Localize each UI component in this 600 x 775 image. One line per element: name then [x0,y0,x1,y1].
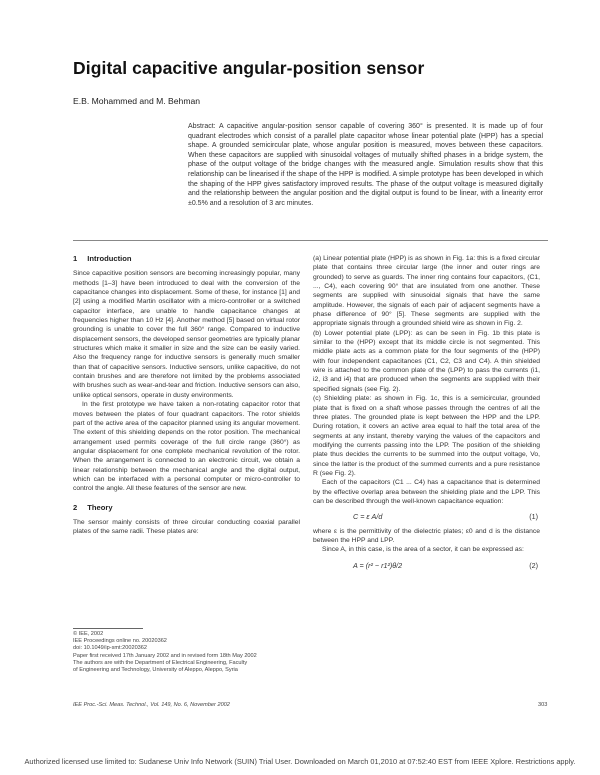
footnote-line: © IEE, 2002 [73,631,104,637]
equation-1 [313,512,540,521]
footnote-line: Paper first received 17th January 2002 and in revised form 18th May 2002 [73,652,257,659]
intro-paragraph: Since capacitive position sensors are becoming increasingly popular, many methods [1–3] have been introduced to deal with the conversion of the capacitance changes into displacement. Some of these, for instance [1] and [2] using a modified Martin oscillator with a micro-controller or a switched capacitor interface, are unable to handle capacitance changes at frequencies higher than 10 Hz [4]. Another method [5] based on virtual rotor grounding is unable to cover the full 360° range. Compared to inductive displacement sensors, the developed sensor geometries are typically planar structures which make it smaller in size and the size can be easily varied. Also the frequency range for inductive sensors is generally much smaller than that of capacitive sensors. Inductive sensors, unlike capacitive, do not contain brushes and are therefore not limited by the problems associated with brushes such as wear-and-tear and friction. Inductive sensors can also, unlike optical sensors, operate in dusty environments. [73,270,300,399]
paper-title: Digital capacitive angular-position sensor [73,58,425,78]
equation-2 [313,561,540,570]
body-paragraph: Since A, in this case, is the area of a sector, it can be expressed as: [322,546,524,554]
author-list: E.B. Mohammed and M. Behman [73,96,201,106]
plate-description-item: (a) Linear potential plate (HPP) is as shown in Fig. 1a: this is a fixed circular plate that contains three circular large (the inner and outer rings are grounded) to serve as guards. The inner ring contains four capacitors, (C1, ..., C4), each covering 90° that are insulated from one another. These segments are supplied with sinusoidal signals that have the same amplitude. However, the signals of each pair of adjacent segments have a phase difference of 90° [5]. These segments are supplied with the appropriate signals through a grounded shield wire as shown in Fig. 2. [313,255,540,328]
footnote-line: The authors are with the Department of Electrical Engineering, Faculty [73,659,248,666]
footnotes [73,631,300,674]
section-heading-theory [73,503,300,512]
section-number: 1 [73,254,78,263]
right-column [313,254,540,575]
journal-footer: IEE Proc.-Sci. Meas. Technol., Vol. 149, No. 6, November 2002 [73,702,230,708]
page-number: 303 [538,702,548,708]
left-column [73,254,300,537]
section-heading-introduction [73,254,300,263]
equation-number: (1) [529,512,538,522]
body-paragraph: where ε is the permittivity of the dielectric plates; ε0 and d is the distance between the HPP and LPP. [313,527,540,544]
equation-expression: C = ε A/d [353,512,383,522]
body-paragraph: Each of the capacitors (C1 ... C4) has a capacitance that is determined by the effective overlap area between the shielding plate and the LPP. This can be described through the well-known capacitance equation: [313,479,540,505]
equation-expression: A = (r² − r1²)θ/2 [353,560,403,570]
footnote-line: IEE Proceedings online no. 20020362 [73,638,167,645]
header-divider [73,240,548,241]
section-number: 2 [73,502,78,512]
plate-description-item: (c) Shielding plate: as shown in Fig. 1c, this is a semicircular, grounded plate that is fixed on a shaft whose passes through the centres of all the three plates. The grounded plate is kept between the HPP and the LPP. During rotation, it covers an active area equal to half the total area of the segments at any instant, thereby varying the values of the capacitors and modifying the currents passing into the LPP. The position of the shielding plate thus decides the currents to be summed into the output voltage, Vo, since the latter is the product of the summed currents and a pure resistance R (see Fig. 2). [313,395,540,477]
intro-paragraph: In the first prototype we have taken a non-rotating capacitor rotor that moves between the plates of four quadrant capacitors. The rotor shields part of the active area of the capacitor planned using its angular movement. The extent of this shielding depends on the rotor position. The mechanical arrangement used permits coverage of the full circle range (360°) as angular displacement for one complete mechanical revolution of the rotor. When the arrangement is connected to an electronic circuit, we obtain a linear relationship between the mechanical angle and the digital output, which can be interfaced with a personal computer or micro-controller to control the angle. All these features of the sensor are new. [73,401,300,493]
plate-description-item: (b) Lower potential plate (LPP): as can be seen in Fig. 1b this plate is similar to the (HPP) except that its middle circle is not segmented. This middle plate acts as a common plate for the four segments of the (HPP) with four independent capacitances (C1, C2, C3 and C4). A thin shielded wire is attached to the common plate of the (LPP) to pass the currents (i1, i2, i3 and i4) that are produced when the segments are supplied with their specified signals (see Fig. 2). [313,329,540,393]
footnote-divider [73,628,143,629]
theory-paragraph: The sensor mainly consists of three circular conducting coaxial parallel plates of the same radii. These plates are: [73,518,300,536]
footnote-line: of Engineering and Technology, University of Aleppo, Aleppo, Syria [73,667,238,674]
abstract: Abstract: A capacitive angular-position sensor capable of covering 360° is presented. It is made up of four quadrant electrodes which consist of a parallel plate capacitor whose linear potential plate (HPP) has a special shape. A grounded semicircular plate, whose angular position is measured, moves between these capacitors. When these capacitors are supplied with sinusoidal voltages of mutually shifted phases in a bridge system, the phase of the output voltage of the bridge changes with the measured angle. Simulation results show that this relationship can be linearised if the shape of the HPP is modified. A simple prototype has been developed in which the shaping of the HPP gives satisfactory improved results. The phase of the output voltage is measured digitally and the relationship between the angular position and the digital output is found to be linear, with a linearity error ±0.5% and a resolution of 3 arc minutes. [188,123,543,207]
equation-number: (2) [529,560,538,570]
section-title: Theory [87,502,113,512]
license-notice: Authorized licensed use limited to: Sudanese Univ Info Network (SUIN) Trial User. Downloaded on March 01,2010 at 07:52:40 EST from IEEE Xplore. Restrictions apply. [24,757,576,766]
section-title: Introduction [87,254,132,263]
footnote-line: doi: 10.1049/ip-smt:20020362 [73,645,148,652]
